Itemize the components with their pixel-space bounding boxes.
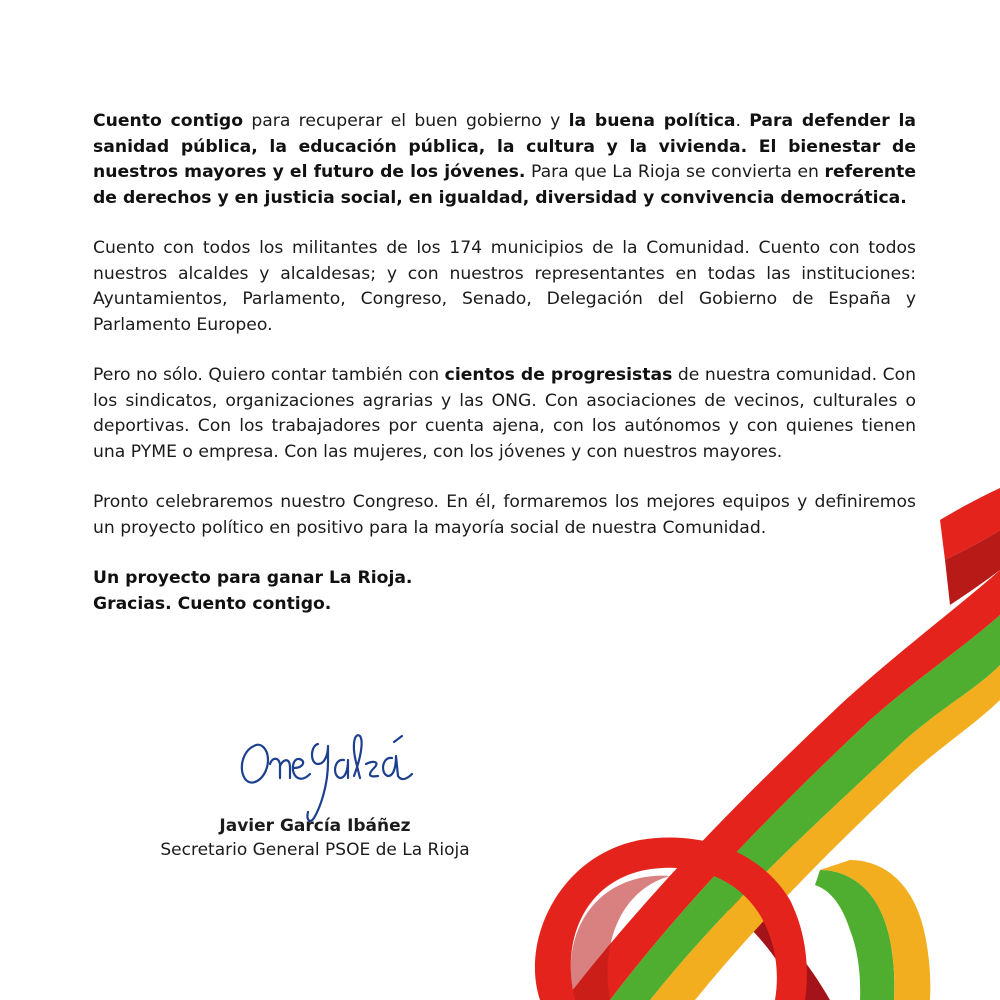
letter-body <box>93 109 916 642</box>
ribbon-loop-inner-shadow <box>571 876 670 1000</box>
closing-line-2: Gracias. Cuento contigo. <box>93 593 332 614</box>
signer-role: Secretario General PSOE de La Rioja <box>160 840 470 860</box>
paragraph-4: Pronto celebraremos nuestro Congreso. En él, formaremos los mejores equipos y definiremos un proyecto político en positivo para la mayoría social de nuestra Comunidad. <box>93 492 916 538</box>
p1-run: la buena política <box>568 111 736 131</box>
closing <box>93 566 916 617</box>
p3-run: de nuestra comunidad. Con los sindicatos, organizaciones agrarias y las ONG. Con asociaciones de vecinos, culturales o deportivas. Con los trabajadores por cuenta ajena, con los autónomos y con quienes tienen una PYME o empresa. Con las mujeres, con los jóvenes y con nuestros mayores. <box>93 365 916 462</box>
ribbon-tail-green <box>815 870 894 1000</box>
ribbon-green-stripe <box>610 615 1000 1000</box>
paragraph-2: Cuento con todos los militantes de los 174 municipios de la Comunidad. Cuento con todos nuestros alcaldes y alcaldesas; y con nuestros representantes en todas las instituciones: Ayuntamientos, Parlamento, Congreso, Senado, Delegación del Gobierno de España y Parlamento Europeo. <box>93 238 916 335</box>
p1-run: Para defender la sanidad pública, la educación pública, la cultura y la vivienda. El bienestar de nuestros mayores y el futuro de los jóvenes. <box>93 111 916 182</box>
paragraph-3 <box>93 363 916 465</box>
ribbon-twist-shadow <box>945 530 1000 605</box>
p1-run: para recuperar el buen gobierno y <box>243 111 569 131</box>
p3-run: Pero no sólo. Quiero contar también con <box>93 365 445 385</box>
ribbon-twist-top <box>940 488 1000 560</box>
closing-line-1: Un proyecto para ganar La Rioja. <box>93 568 413 588</box>
ribbon-yellow-stripe <box>650 665 1000 1000</box>
p1-run: Cuento contigo <box>93 111 244 131</box>
p1-run: Para que La Rioja se convierta en <box>525 162 825 182</box>
ribbon-loop-front <box>535 838 807 1000</box>
ribbon-tail-yellow <box>820 860 930 1000</box>
p1-run: referente de derechos y en justicia social, en igualdad, diversidad y convivencia democrática. <box>93 162 916 208</box>
p3-run: cientos de progresistas <box>444 365 673 385</box>
ribbon-loop-back <box>705 880 830 1000</box>
paragraph-1 <box>93 109 916 211</box>
signer-name: Javier García Ibáñez <box>219 816 411 836</box>
p1-run: . <box>735 111 750 131</box>
